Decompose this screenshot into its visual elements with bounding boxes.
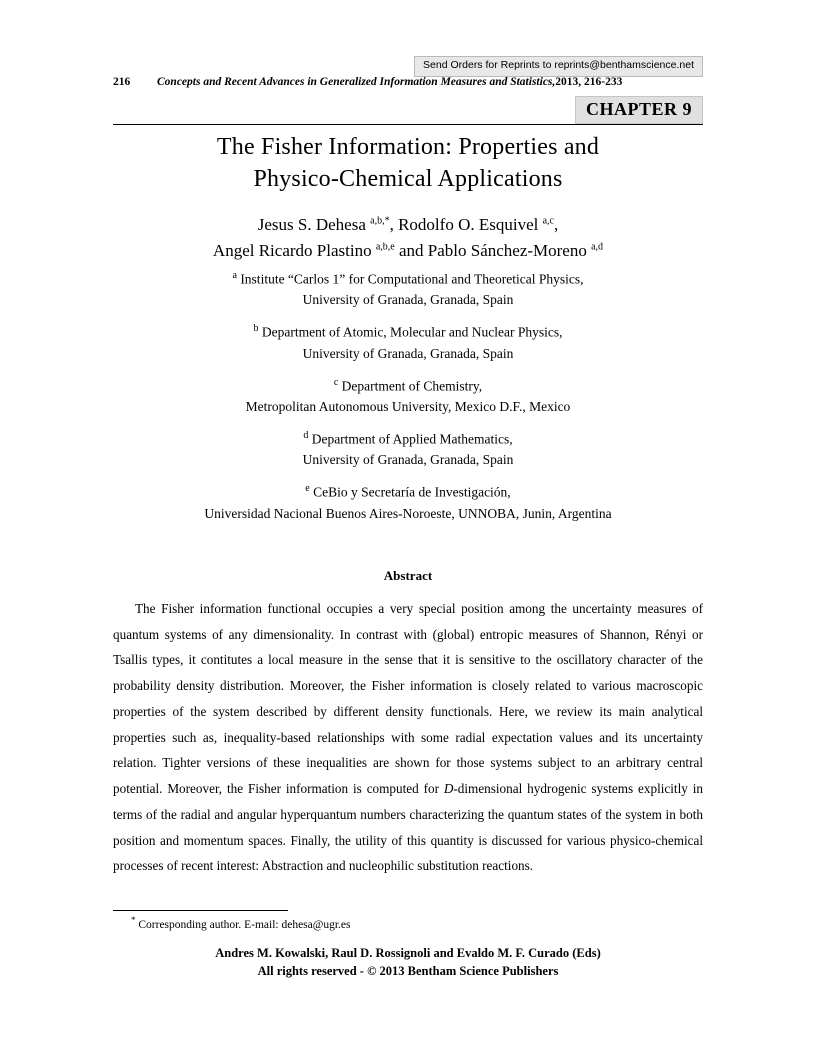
author-affil-mark-4: a,d [591,241,604,253]
running-head-info: 2013, 216-233 [555,76,623,88]
author-line-1 [113,212,703,238]
affiliation-c-line-2: Metropolitan Autonomous University, Mexico D.F., Mexico [245,399,571,415]
affiliation-e [113,481,703,524]
corresponding-author-footnote [131,915,701,931]
affiliation-c-text-1: Department of Chemistry, [338,378,483,394]
author-name-1: Jesus S. Dehesa [257,215,371,234]
author-affil-mark-2: a,c [542,215,554,227]
affiliation-b-line-1 [113,321,703,343]
title-line-1: The Fisher Information: Properties and [216,134,600,160]
header-divider [113,124,703,125]
page-title [113,132,703,195]
author-separator-1: , [553,215,559,234]
affiliation-b [113,321,703,364]
author-list [113,212,703,265]
affiliation-e-line-1 [113,481,703,503]
author-line-2 [113,238,703,264]
author-name-2: , Rodolfo O. Esquivel [389,215,543,234]
affiliation-e-line-2: Universidad Nacional Buenos Aires-Noroeste, UNNOBA, Junin, Argentina [204,505,612,521]
affiliation-b-mark: b [253,323,259,335]
affiliation-b-text-1: Department of Atomic, Molecular and Nuclear Physics, [258,324,563,340]
author-name-4: and Pablo Sánchez-Moreno [394,241,592,261]
affiliation-a [113,268,703,311]
reprint-orders-banner [414,56,703,77]
abstract-text-part-2: -dimensional hydrogenic systems explicitly in terms of the radial and angular hyperquantum numbers characterizing the quantum states of the system in both position and momentum spaces. Finally, the utility of this quantity is discussed for various physico-chemical processes of recent interest: Abstraction and nucleophilic substitution reactions. [113,781,703,874]
title-line-2: Physico-Chemical Applications [253,165,563,192]
affiliation-d-mark: d [303,430,309,442]
affiliation-c-mark: c [333,376,339,388]
reprint-orders-text: Send Orders for Reprints to reprints@benthamscience.net [423,59,694,71]
editors-line: Andres M. Kowalski, Raul D. Rossignoli and Evaldo M. F. Curado (Eds) [215,946,601,960]
affiliation-d [113,428,703,471]
affiliation-d-line-1 [113,428,703,450]
abstract-italic-d: D [443,781,454,797]
footnote-divider [113,910,288,911]
author-affil-mark-1: a,b,* [370,215,390,227]
abstract-text-part-1: The Fisher information functional occupies a very special position among the uncertainty measures of quantum systems of any dimensionality. In contrast with (global) entropic measures of Shannon, Rényi or Tsallis types, it contitutes a local measure in the sense that it is sensitive to the oscillatory character of the probability density distribution. Moreover, the Fisher information is closely related to various macroscopic properties of the system described by different density functionals. Here, we review its main analytical properties such as, inequality-based relationships with some radial expectation values and its uncertainty relation. Tighter versions of these inequalities are shown for those systems subject to an arbitrary central potential. Moreover, the Fisher information is computed for [113,601,703,797]
affiliation-a-text-1: Institute “Carlos 1” for Computational and Theoretical Physics, [236,271,584,287]
affiliation-d-text-1: Department of Applied Mathematics, [308,431,513,447]
chapter-label [575,96,703,124]
affiliation-c-line-1 [113,375,703,397]
affiliation-a-line-2: University of Granada, Granada, Spain [302,292,514,308]
author-name-3: Angel Ricardo Plastino [212,241,376,261]
affiliation-list [113,268,703,535]
author-affil-mark-3: a,b,e [375,241,395,253]
affiliation-d-line-2: University of Granada, Granada, Spain [302,452,514,468]
affiliation-e-mark: e [305,483,310,495]
page-number: 216 [113,76,131,88]
affiliation-c [113,375,703,418]
affiliation-b-line-2: University of Granada, Granada, Spain [302,345,514,361]
copyright-line: All rights reserved - © 2013 Bentham Science Publishers [257,964,559,979]
footnote-mark: * [131,915,136,925]
affiliation-e-text-1: CeBio y Secretaría de Investigación, [309,484,511,500]
running-head-title: Concepts and Recent Advances in Generalized Information Measures and Statistics, [157,76,556,88]
footnote-text: Corresponding author. E-mail: dehesa@ugr.es [135,918,351,931]
abstract-text [113,596,703,879]
affiliation-a-line-1 [113,268,703,290]
abstract-heading: Abstract [383,568,433,583]
chapter-label-text: CHAPTER 9 [585,99,692,119]
affiliation-a-mark: a [232,270,237,281]
publisher-block [113,944,703,980]
running-head [113,76,703,88]
